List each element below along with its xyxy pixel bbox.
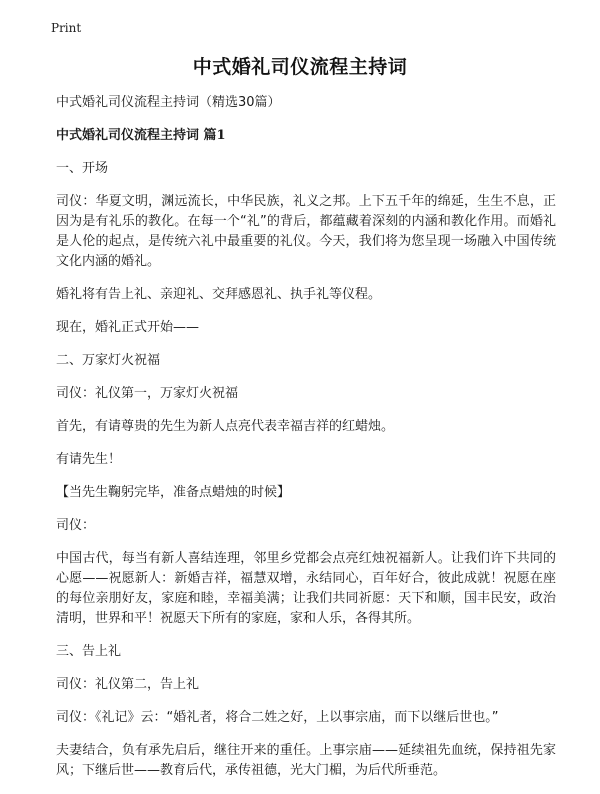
document-subtitle: 中式婚礼司仪流程主持词（精选30篇） <box>56 95 281 110</box>
paragraph: 【当先生鞠躬完毕，准备点蜡烛的时候】 <box>56 485 291 500</box>
paragraph: 中国古代，每当有新人喜结连理，邻里乡党都会点亮红烛祝福新人。让我们许下共同的心愿——祝愿新人：新婚吉祥，福慧双增，永结同心，百年好合，彼此成就！祝愿在座的每位亲朋好友，家庭和睦，幸福美满；让我们共同祈愿：天下和顺，国丰民安，政治清明，世界和平！祝愿天下所有的家庭，家和人乐，各得其所。 <box>56 551 556 626</box>
section-heading: 一、开场 <box>56 161 109 176</box>
paragraph: 司仪：礼仪第二，告上礼 <box>56 677 200 692</box>
paragraph: 现在，婚礼正式开始—— <box>56 320 200 335</box>
paragraph: 首先，有请尊贵的先生为新人点亮代表幸福吉祥的红蜡烛。 <box>56 419 395 434</box>
paragraph: 有请先生！ <box>56 452 122 467</box>
print-label: Print <box>51 21 82 35</box>
paragraph: 司仪： <box>56 518 96 533</box>
section-heading: 二、万家灯火祝福 <box>56 353 161 368</box>
document-title: 中式婚礼司仪流程主持词 <box>192 56 408 78</box>
document-body <box>56 93 556 794</box>
paragraph: 司仪：华夏文明，渊远流长，中华民族，礼义之邦。上下五千年的绵延，生生不息，正因为是有礼乐的教化。在每一个“礼”的背后，都蕴藏着深刻的内涵和教化作用。而婚礼是人伦的起点，是传统六礼中最重要的礼仪。今天，我们将为您呈现一场融入中国传统文化内涵的婚礼。 <box>56 194 556 269</box>
chapter-heading: 中式婚礼司仪流程主持词 篇1 <box>56 128 226 143</box>
section-heading: 三、告上礼 <box>56 644 122 659</box>
paragraph: 司仪：礼仪第一，万家灯火祝福 <box>56 386 239 401</box>
paragraph: 婚礼将有告上礼、亲迎礼、交拜感恩礼、执手礼等仪程。 <box>56 287 382 302</box>
paragraph: 司仪：《礼记》云：“婚礼者，将合二姓之好，上以事宗庙，而下以继后世也。” <box>56 710 499 725</box>
paragraph: 夫妻结合，负有承先启后，继往开来的重任。上事宗庙——延续祖先血统，保持祖先家风；下继后世——教育后代，承传祖德，光大门楣，为后代所垂范。 <box>56 743 556 778</box>
